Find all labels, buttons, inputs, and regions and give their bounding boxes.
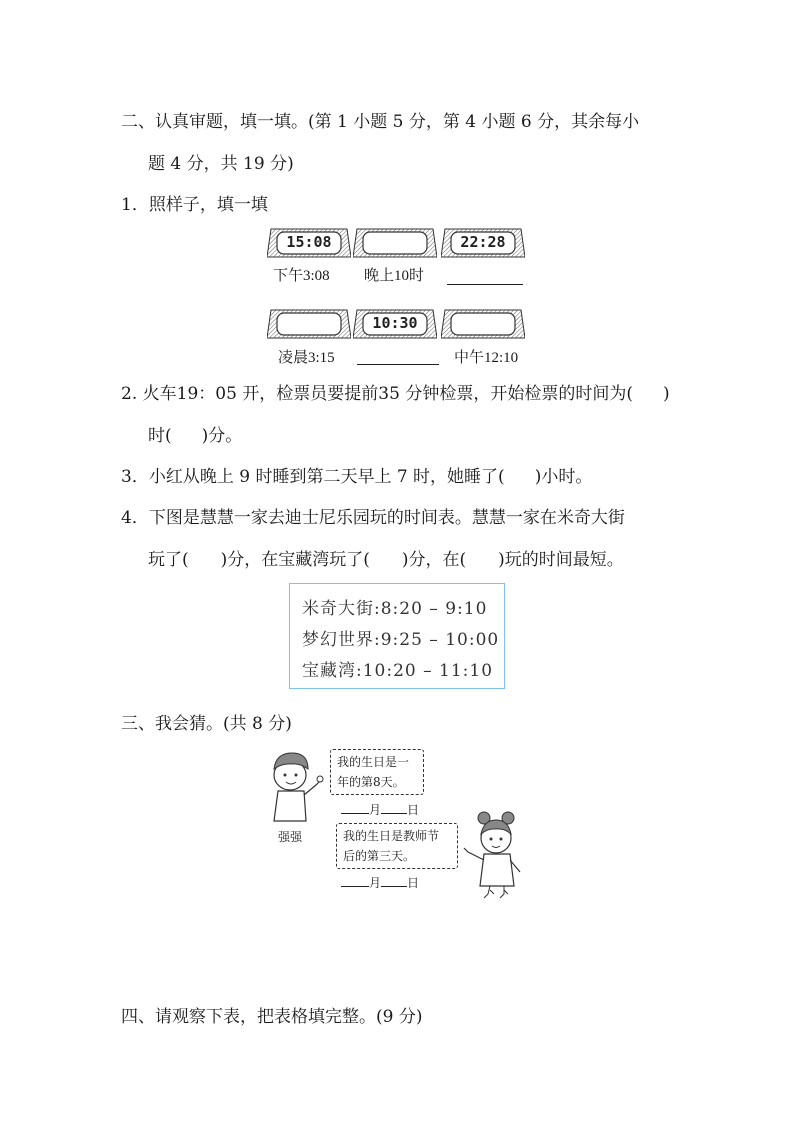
boy-month-label: 月 — [369, 803, 382, 817]
clock-3-answer-blank[interactable] — [447, 268, 523, 285]
q4-line2 — [148, 545, 624, 570]
clock-5-display: 10:30 — [372, 314, 418, 332]
q3-text: 3．小红从晚上 9 时睡到第二天早上 7 时，她睡了( — [121, 467, 505, 487]
clock-1-display: 15:08 — [286, 233, 332, 251]
schedule-row-treasure: 宝藏湾:10:20 – 11:10 — [302, 661, 494, 681]
clock-6-display — [451, 309, 515, 337]
girl-month-label: 月 — [369, 876, 382, 890]
q2-line1-text: 2. 火车19：05 开，检票员要提前35 分钟检票，开始检票的时间为( — [121, 384, 633, 404]
girl-day-label: 日 — [407, 876, 420, 890]
schedule-row-fantasy: 梦幻世界:9:25 – 10:00 — [302, 630, 500, 650]
section3-title: 三、我会猜。(共 8 分) — [121, 714, 292, 734]
boy-speech-bubble — [330, 749, 424, 795]
section2-title-line2: 题 4 分，共 19 分) — [148, 154, 294, 174]
girl-day-blank[interactable] — [381, 874, 407, 887]
girl-speech-bubble — [336, 823, 458, 869]
q2-hour-text: 时( — [148, 426, 172, 446]
girl-illustration — [462, 808, 528, 900]
clock-5 — [353, 306, 437, 340]
q4-line2-b: )分，在宝藏湾玩了( — [220, 550, 370, 570]
q4-line1: 4．下图是慧慧一家去迪士尼乐园玩的时间表。慧慧一家在米奇大街 — [121, 508, 625, 528]
clock-1-label: 下午3:08 — [273, 268, 330, 284]
schedule-table — [289, 583, 505, 689]
q4-line2-a: 玩了( — [148, 550, 189, 570]
q2-minute-text: )分。 — [201, 426, 243, 446]
clock-6-label: 中午12:10 — [454, 350, 519, 366]
girl-month-blank[interactable] — [341, 874, 369, 887]
q3-line — [121, 462, 592, 487]
section4-title: 四、请观察下表，把表格填完整。(9 分) — [121, 1007, 423, 1027]
clock-5-answer-blank[interactable] — [357, 350, 439, 365]
section2-title-line1: 二、认真审题，填一填。(第 1 小题 5 分，第 4 小题 6 分，其余每小 — [121, 112, 640, 132]
boy-day-label: 日 — [407, 803, 420, 817]
clock-3 — [441, 225, 525, 259]
boy-month-blank[interactable] — [341, 801, 369, 814]
boy-illustration — [264, 745, 328, 825]
clock-2-label: 晚上10时 — [364, 268, 425, 284]
q1-text: 1．照样子，填一填 — [121, 195, 268, 215]
clock-6 — [441, 306, 525, 340]
clock-4 — [267, 306, 351, 340]
boy-birthday-answer — [341, 801, 419, 818]
clock-1 — [267, 225, 351, 259]
boy-bubble-line2: 年的第8天。 — [337, 775, 405, 789]
q4-line2-d: )玩的时间最短。 — [498, 550, 624, 570]
q4-line2-c: )分，在( — [401, 550, 467, 570]
girl-birthday-answer — [341, 874, 419, 891]
clock-2 — [353, 225, 437, 259]
q2-line1 — [121, 379, 670, 404]
schedule-row-mickey: 米奇大街:8:20 – 9:10 — [302, 599, 488, 619]
girl-bubble-line1: 我的生日是教师节 — [343, 829, 440, 843]
clock-3-display: 22:28 — [460, 233, 506, 251]
q2-close-paren: ) — [662, 384, 670, 404]
boy-day-blank[interactable] — [381, 801, 407, 814]
clock-4-display — [277, 309, 341, 337]
boy-bubble-line1: 我的生日是一 — [337, 755, 410, 769]
q2-line2 — [148, 421, 242, 446]
clock-2-display — [363, 228, 427, 256]
girl-bubble-line2: 后的第三天。 — [343, 849, 416, 863]
clock-4-label: 凌晨3:15 — [278, 350, 335, 366]
boy-name: 强强 — [278, 830, 303, 844]
q3-text-end: )小时。 — [534, 467, 593, 487]
